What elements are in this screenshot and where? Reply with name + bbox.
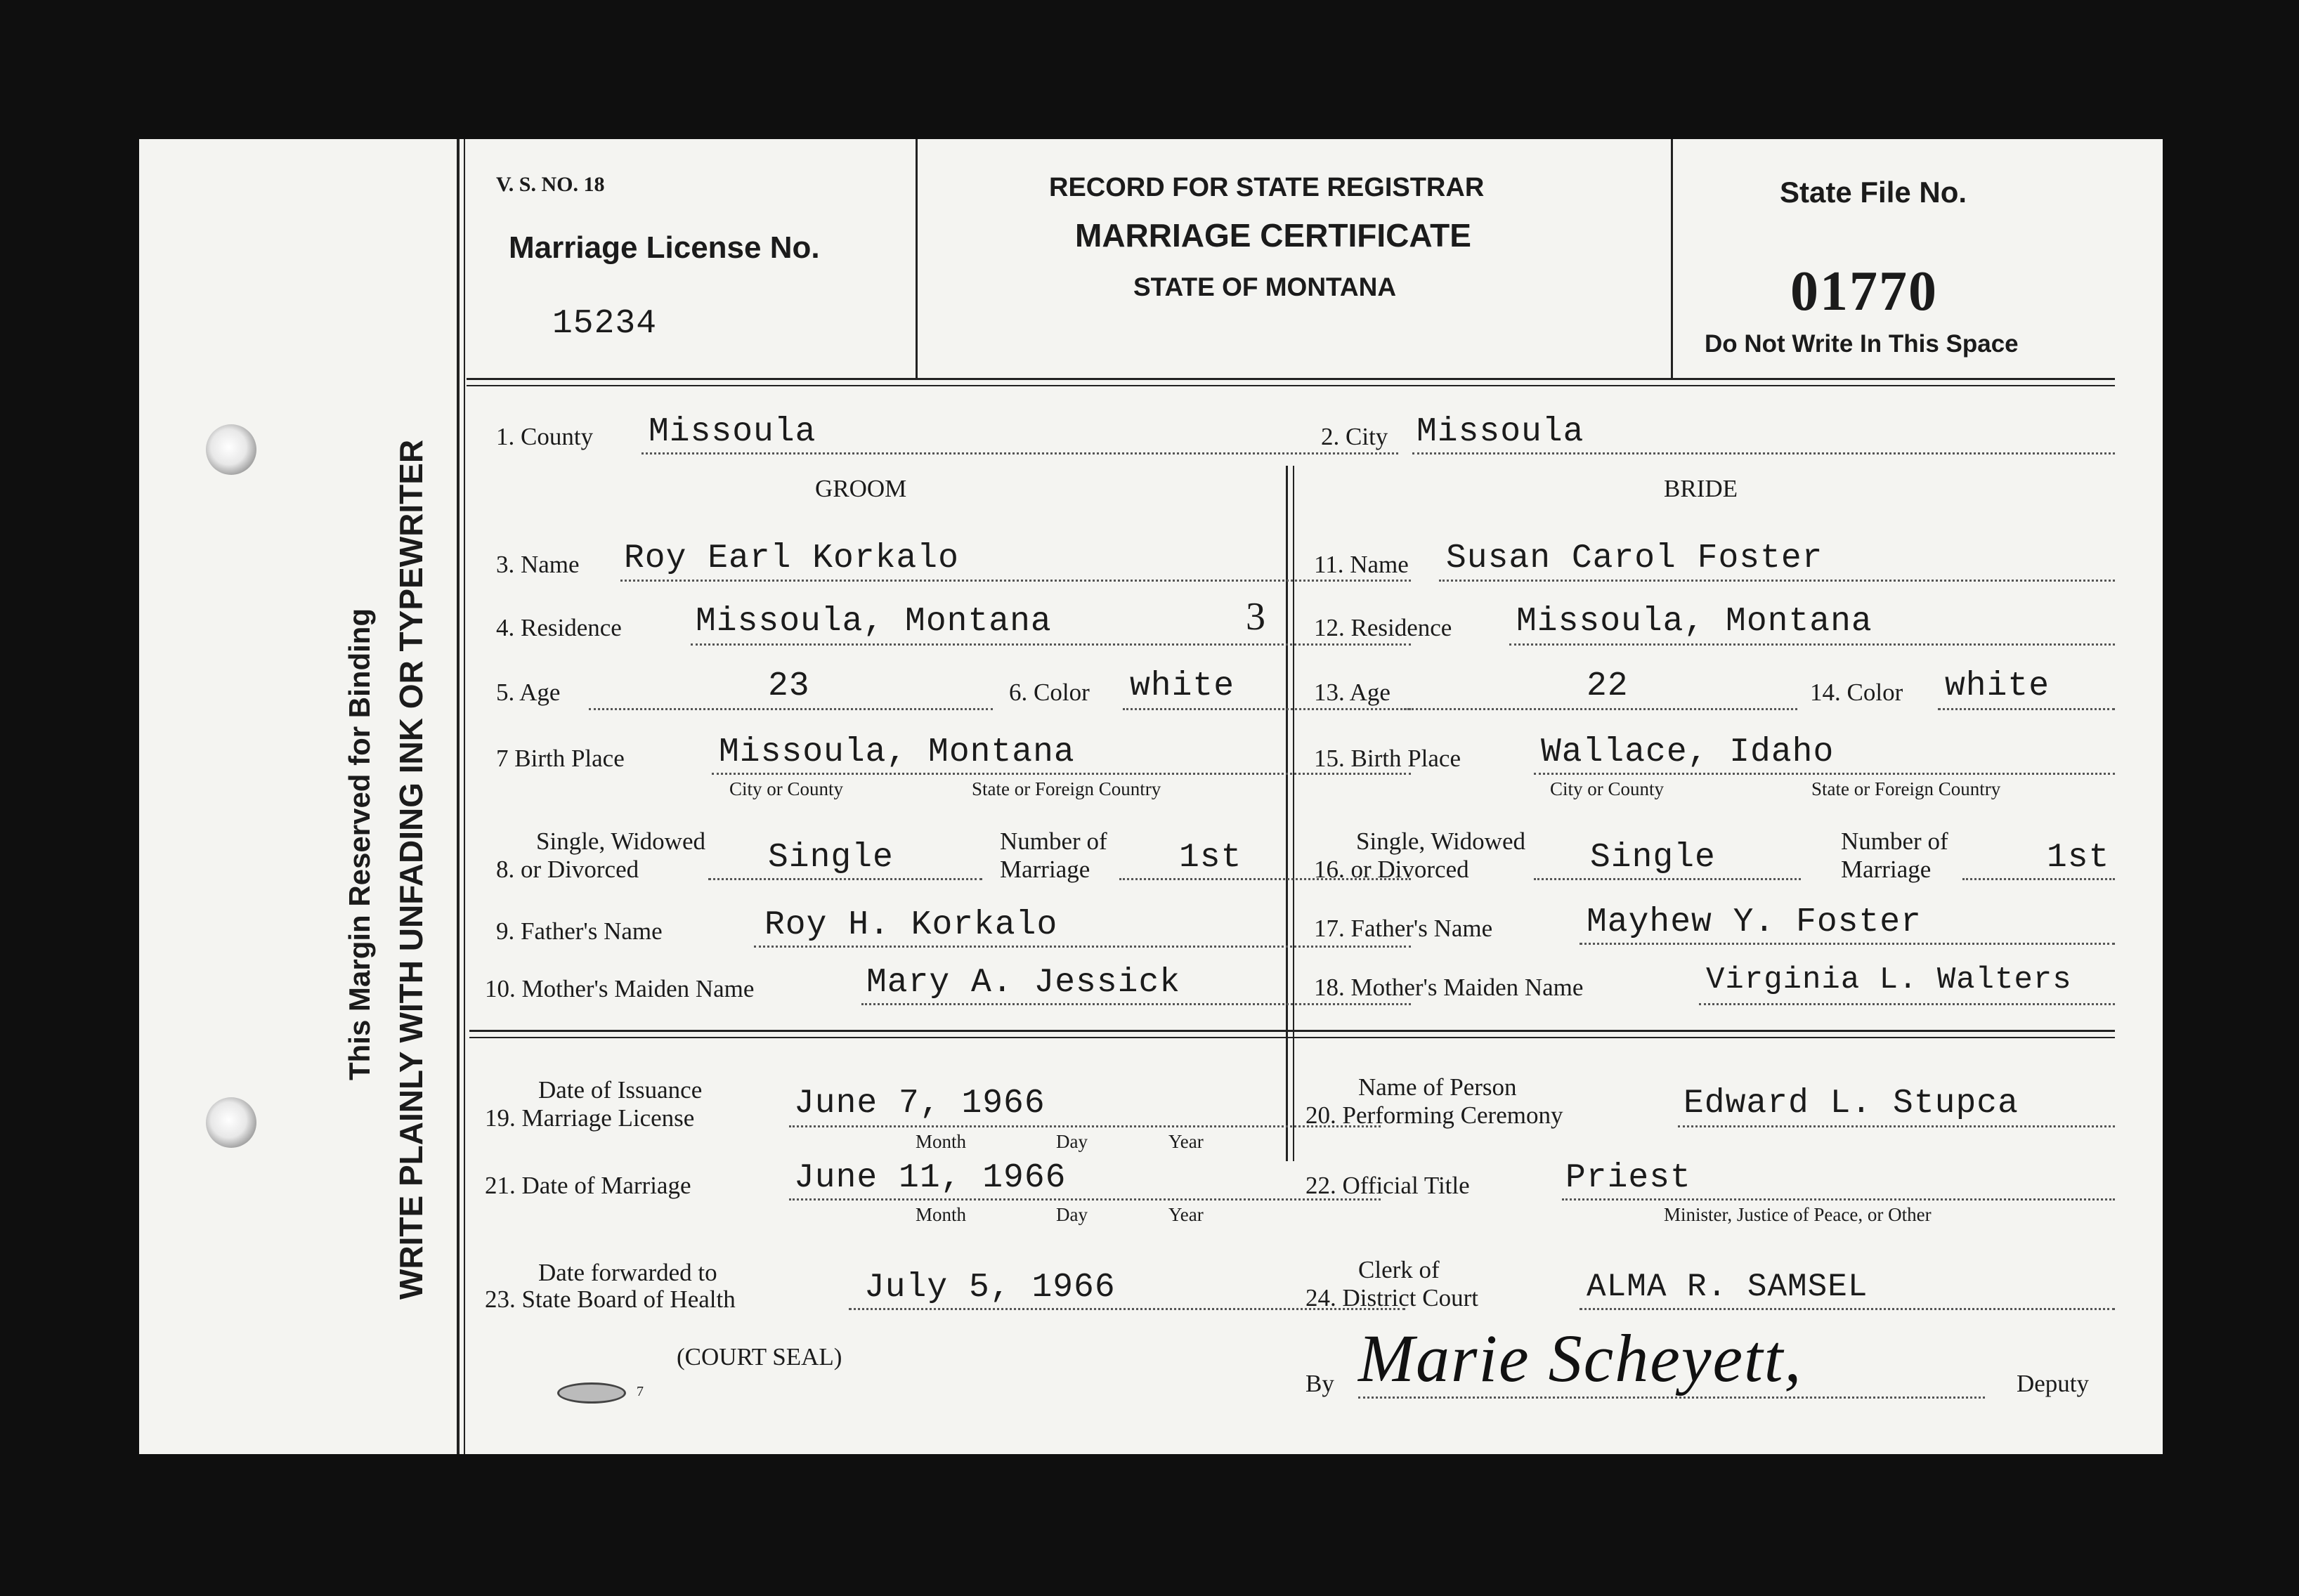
groom-age: 23: [768, 667, 810, 705]
official-title-rule: [1562, 1198, 2115, 1201]
marriage-date: June 11, 1966: [794, 1159, 1067, 1197]
groom-name: Roy Earl Korkalo: [624, 539, 959, 577]
city-rule: [1412, 452, 2115, 454]
bride-father-label: 17. Father's Name: [1314, 915, 1493, 942]
forwarded-label-1: Date forwarded to: [538, 1259, 717, 1286]
signature-rule: [1358, 1396, 1985, 1399]
issuance-month-note: Month: [916, 1131, 967, 1152]
groom-bride-divider: [1286, 466, 1288, 1161]
groom-number: 1st: [1179, 839, 1242, 877]
union-label-mark: [557, 1382, 626, 1404]
groom-status-rule: [708, 878, 982, 880]
deputy-label: Deputy: [2017, 1370, 2090, 1397]
groom-residence-label: 4. Residence: [496, 614, 622, 641]
bride-color: white: [1945, 667, 2050, 705]
by-label: By: [1305, 1370, 1334, 1397]
groom-number-label-2: Marriage: [1000, 856, 1090, 883]
certificate-title: MARRIAGE CERTIFICATE: [1075, 217, 1471, 254]
performer-rule: [1678, 1125, 2115, 1127]
bride-age-label: 13. Age: [1314, 679, 1391, 706]
marriage-date-label: 21. Date of Marriage: [485, 1172, 691, 1199]
issuance-label-2: 19. Marriage License: [485, 1104, 695, 1132]
state-file-label: State File No.: [1780, 176, 1967, 209]
bride-birthplace-label: 15. Birth Place: [1314, 745, 1461, 772]
official-title-note: Minister, Justice of Peace, or Other: [1664, 1204, 1932, 1225]
issuance-day-note: Day: [1056, 1131, 1088, 1152]
issuance-date: June 7, 1966: [794, 1085, 1046, 1123]
license-number: 15234: [552, 305, 658, 343]
bride-color-label: 14. Color: [1810, 679, 1903, 706]
official-title: Priest: [1565, 1159, 1691, 1197]
groom-birthplace-rule: [712, 773, 1411, 775]
bride-age-rule: [1404, 708, 1797, 710]
groom-color-label: 6. Color: [1009, 679, 1090, 706]
bride-father-rule: [1580, 943, 2115, 945]
bride-state-or-country-note: State or Foreign Country: [1811, 778, 2001, 799]
groom-residence: Missoula, Montana: [696, 603, 1052, 641]
groom-father-rule: [754, 946, 1411, 948]
groom-number-label-1: Number of: [1000, 828, 1107, 855]
margin-border-outer: [457, 139, 460, 1454]
issuance-year-note: Year: [1168, 1131, 1204, 1152]
header-divider-left: [916, 139, 918, 378]
groom-age-rule: [589, 708, 993, 710]
bride-heading: BRIDE: [1664, 475, 1738, 502]
groom-mother: Mary A. Jessick: [866, 964, 1181, 1002]
clerk-label-2: 24. District Court: [1305, 1284, 1478, 1312]
groom-city-or-county-note: City or County: [729, 778, 844, 799]
bride-mother-rule: [1699, 1003, 2115, 1005]
lower-section-rule: [469, 1030, 2115, 1032]
groom-father-label: 9. Father's Name: [496, 917, 663, 945]
bride-number: 1st: [2047, 839, 2110, 877]
groom-color-rule: [1123, 708, 1411, 710]
marriage-day-note: Day: [1056, 1204, 1088, 1225]
marriage-year-note: Year: [1168, 1204, 1204, 1225]
bride-name-label: 11. Name: [1314, 551, 1409, 578]
clerk-rule: [1580, 1308, 2115, 1310]
deputy-signature: Marie Scheyett,: [1358, 1321, 1803, 1396]
groom-state-or-country-note: State or Foreign Country: [972, 778, 1161, 799]
margin-border-inner: [464, 139, 465, 1454]
bride-father: Mayhew Y. Foster: [1587, 903, 1922, 941]
bride-status-label-1: Single, Widowed: [1356, 828, 1525, 855]
marriage-month-note: Month: [916, 1204, 967, 1225]
certificate-card: [139, 139, 2163, 1454]
do-not-write-note: Do Not Write In This Space: [1705, 330, 2019, 358]
bride-birthplace-rule: [1534, 773, 2115, 775]
groom-father: Roy H. Korkalo: [764, 906, 1058, 944]
groom-name-rule: [620, 580, 1411, 582]
groom-bride-divider-2: [1293, 466, 1294, 1161]
bride-color-rule: [1938, 708, 2115, 710]
performer-name: Edward L. Stupca: [1683, 1085, 2019, 1123]
bride-residence-rule: [1509, 643, 2115, 646]
forwarded-date: July 5, 1966: [864, 1269, 1116, 1307]
clerk-label-1: Clerk of: [1358, 1256, 1440, 1283]
bride-name: Susan Carol Foster: [1446, 539, 1823, 577]
bride-city-or-county-note: City or County: [1550, 778, 1665, 799]
binding-hole-bottom: [206, 1097, 256, 1148]
bride-number-label-2: Marriage: [1841, 856, 1932, 883]
bride-number-rule: [1962, 878, 2115, 880]
issuance-label-1: Date of Issuance: [538, 1076, 703, 1104]
county-label: 1. County: [496, 423, 594, 450]
groom-birthplace-label: 7 Birth Place: [496, 745, 625, 772]
marriage-date-rule: [789, 1198, 1381, 1201]
margin-mark: 3: [1246, 595, 1265, 639]
forwarded-label-2: 23. State Board of Health: [485, 1286, 736, 1313]
bride-status: Single: [1590, 839, 1716, 877]
bride-status-rule: [1534, 878, 1801, 880]
groom-status-label-2: 8. or Divorced: [496, 856, 639, 883]
state-file-number: 01770: [1790, 261, 1938, 322]
ink-instruction: WRITE PLAINLY WITH UNFADING INK OR TYPEWRITER: [393, 439, 429, 1300]
groom-mother-rule: [861, 1003, 1411, 1005]
groom-birthplace: Missoula, Montana: [719, 733, 1075, 771]
bride-mother: Virginia L. Walters: [1706, 962, 2072, 998]
binding-hole-top: [206, 424, 256, 475]
bride-residence-label: 12. Residence: [1314, 614, 1452, 641]
groom-residence-rule: [691, 643, 1411, 646]
header-divider-right: [1671, 139, 1673, 378]
bride-birthplace: Wallace, Idaho: [1541, 733, 1835, 771]
issuance-rule: [789, 1125, 1381, 1127]
clerk-name: ALMA R. SAMSEL: [1587, 1269, 1868, 1305]
bride-number-label-1: Number of: [1841, 828, 1948, 855]
county-rule: [641, 452, 1398, 454]
groom-mother-label: 10. Mother's Maiden Name: [485, 975, 755, 1002]
groom-name-label: 3. Name: [496, 551, 580, 578]
header-bottom-rule-2: [467, 385, 2115, 386]
printer-mark-number: 7: [637, 1384, 644, 1399]
license-number-label: Marriage License No.: [509, 230, 820, 265]
groom-color: white: [1130, 667, 1235, 705]
binding-margin-note: This Margin Reserved for Binding: [343, 608, 376, 1080]
bride-mother-label: 18. Mother's Maiden Name: [1314, 974, 1584, 1001]
performer-label-2: 20. Performing Ceremony: [1305, 1101, 1563, 1129]
city-value: Missoula: [1416, 413, 1584, 451]
court-seal-label: (COURT SEAL): [677, 1343, 842, 1371]
city-label: 2. City: [1321, 423, 1388, 450]
lower-section-rule-2: [469, 1037, 2115, 1038]
groom-heading: GROOM: [815, 475, 907, 502]
bride-age: 22: [1587, 667, 1629, 705]
groom-age-label: 5. Age: [496, 679, 561, 706]
record-heading: RECORD FOR STATE REGISTRAR: [1049, 173, 1485, 202]
groom-status: Single: [768, 839, 894, 877]
performer-label-1: Name of Person: [1358, 1073, 1517, 1101]
bride-residence: Missoula, Montana: [1516, 603, 1873, 641]
bride-status-label-2: 16. or Divorced: [1314, 856, 1469, 883]
header-bottom-rule: [467, 378, 2115, 380]
bride-name-rule: [1439, 580, 2115, 582]
county-value: Missoula: [649, 413, 816, 451]
form-number: V. S. NO. 18: [496, 173, 605, 196]
groom-status-label-1: Single, Widowed: [536, 828, 705, 855]
official-title-label: 22. Official Title: [1305, 1172, 1470, 1199]
state-heading: STATE OF MONTANA: [1133, 273, 1397, 301]
